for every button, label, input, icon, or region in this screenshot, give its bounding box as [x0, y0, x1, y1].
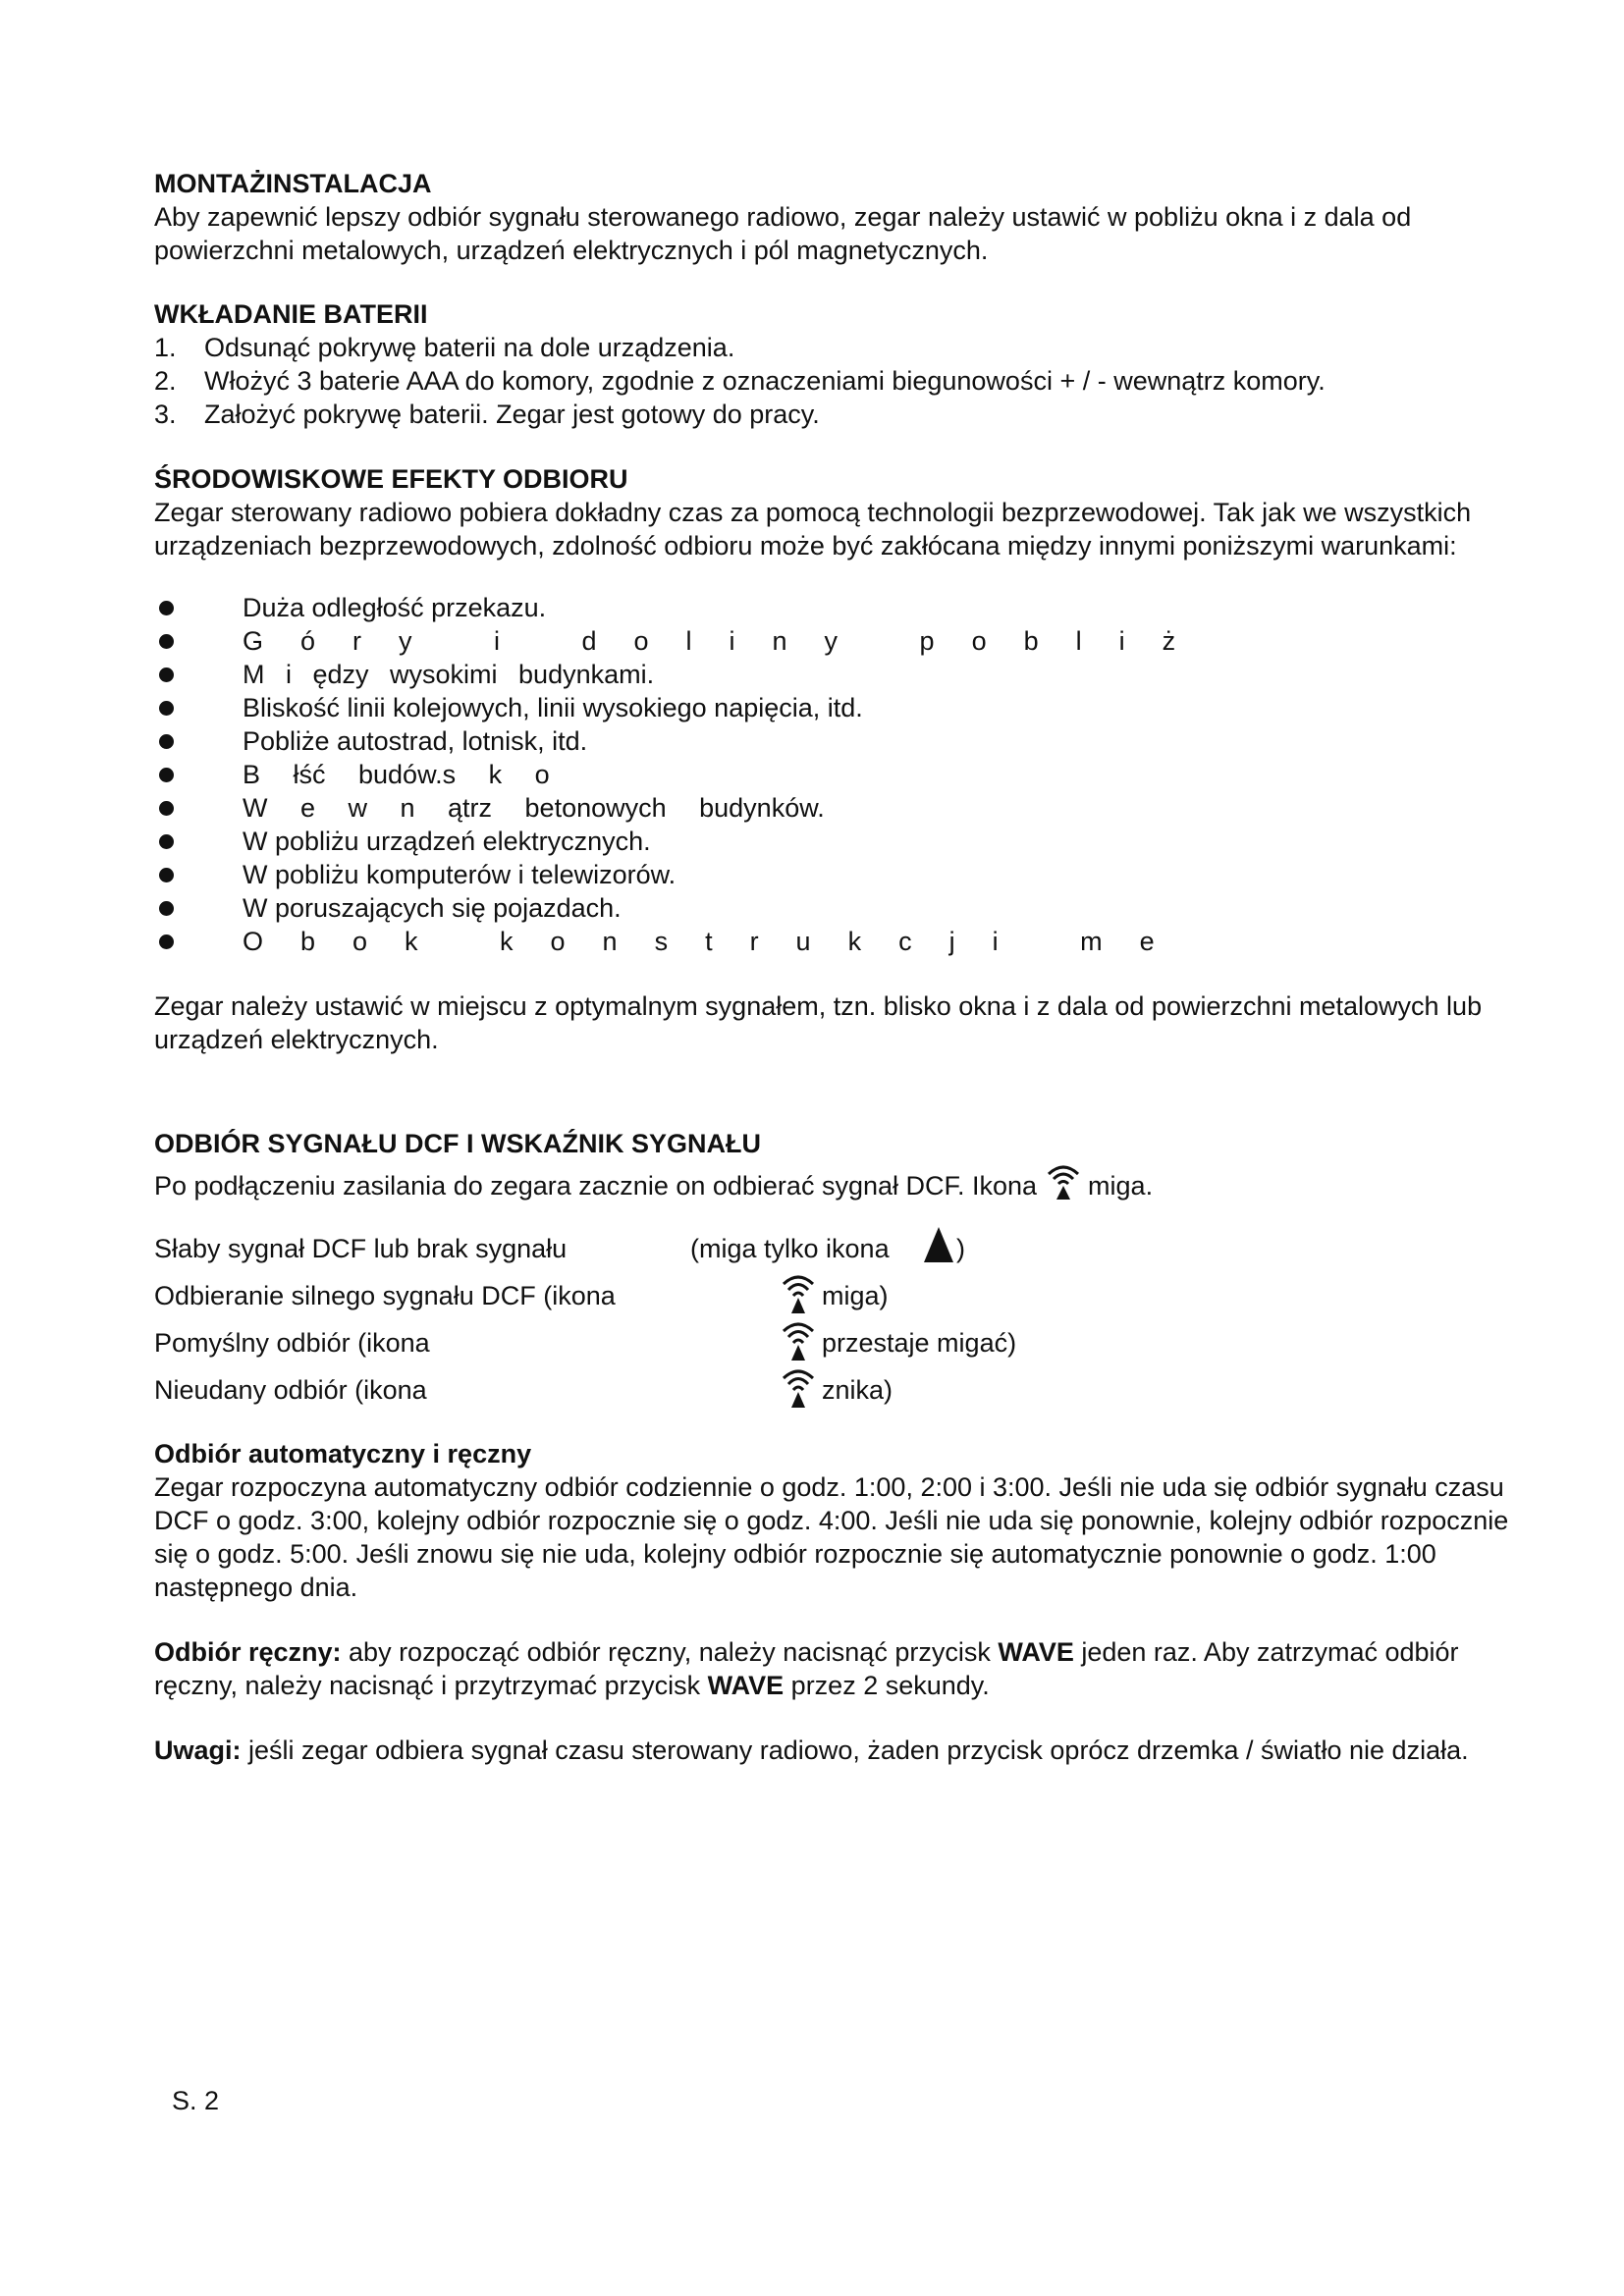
step-text: Założyć pokrywę baterii. Zegar jest gotowy do pracy.	[204, 400, 820, 429]
list-item	[154, 398, 1529, 431]
bullet-dot	[159, 667, 174, 682]
list-item: W e w n ątrz betonowych budynków.	[154, 791, 1529, 825]
section-title: WKŁADANIE BATERII	[154, 299, 428, 329]
radio-signal-icon	[780, 1319, 817, 1370]
section-title: ODBIÓR SYGNAŁU DCF I WSKAŹNIK SYGNAŁU	[154, 1129, 761, 1158]
step-number: 1.	[154, 333, 177, 362]
bullet-dot	[159, 801, 174, 816]
step-number: 2.	[154, 366, 177, 396]
page-number: S. 2	[172, 2086, 220, 2115]
bullet-dot	[159, 768, 174, 782]
dcf-intro: Po podłączeniu zasilania do zegara zacznie on odbierać sygnał DCF. Ikona miga.	[154, 1166, 1529, 1205]
section-text: Aby zapewnić lepszy odbiór sygnału sterowanego radiowo, zegar należy ustawić w pobliżu okna i z dala od powierzchni metalowych, urządzeń elektrycznych i pól magnetycznych.	[154, 202, 1412, 265]
signal-row-success: Pomyślny odbiór (ikona przestaje migać)	[154, 1319, 1529, 1366]
section-title: Odbiór automatyczny i ręczny	[154, 1439, 532, 1468]
signal-row-failed: Nieudany odbiór (ikona znika)	[154, 1366, 1529, 1414]
bullet-dot	[159, 701, 174, 716]
list-item: Obok konstrukcji me	[154, 925, 1529, 958]
list-item: Duża odległość przekazu.	[154, 591, 1529, 624]
section-auto	[154, 1437, 1529, 1604]
bullet-dot	[159, 734, 174, 749]
radio-signal-icon	[780, 1272, 817, 1323]
list-item: Góry i doliny pobliż	[154, 624, 1529, 658]
bullet-dot	[159, 601, 174, 615]
list-item: Pobliże autostrad, lotnisk, itd.	[154, 724, 1529, 758]
manual-reception: Odbiór ręczny: aby rozpocząć odbiór ręczny, należy nacisnąć przycisk WAVE jeden raz. Aby zatrzymać odbiór ręczny, należy nacisnąć i przytrzymać przycisk WAVE przez 2 sekundy.	[154, 1637, 1459, 1700]
bullet-dot	[159, 634, 174, 649]
signal-row-strong: Odbieranie silnego sygnału DCF (ikona miga)	[154, 1272, 1529, 1319]
radio-signal-icon	[1045, 1162, 1082, 1209]
list-item	[154, 364, 1529, 398]
bullet-dot	[159, 934, 174, 949]
list-item: M i ędzy wysokimi budynkami.	[154, 658, 1529, 691]
document-page	[154, 167, 1529, 1767]
section-title: ŚRODOWISKOWE EFEKTY ODBIORU	[154, 464, 628, 494]
list-item: W pobliżu urządzeń elektrycznych.	[154, 825, 1529, 858]
section-dcf	[154, 1127, 1529, 1414]
bullet-dot	[159, 901, 174, 916]
list-item: Bliskość linii kolejowych, linii wysokiego napięcia, itd.	[154, 691, 1529, 724]
conditions-list	[154, 591, 1529, 958]
steps-list	[154, 331, 1529, 431]
section-srodowisko	[154, 462, 1529, 562]
list-item	[154, 331, 1529, 364]
step-text: Włożyć 3 baterie AAA do komory, zgodnie z oznaczeniami biegunowości + / - wewnątrz komory.	[204, 366, 1326, 396]
section-montaz	[154, 167, 1529, 267]
signal-row-weak: Słaby sygnał DCF lub brak sygnału (miga tylko ikona )	[154, 1225, 1529, 1272]
antenna-triangle-icon	[921, 1225, 956, 1272]
bullet-dot	[159, 834, 174, 849]
radio-signal-icon	[780, 1366, 817, 1417]
section-text: Zegar rozpoczyna automatyczny odbiór codziennie o godz. 1:00, 2:00 i 3:00. Jeśli nie uda się odbiór sygnału czasu DCF o godz. 3:00, kolejny odbiór rozpocznie się o godz. 4:00. Jeśli nie uda się ponownie, kolejny odbiór rozpocznie się o godz. 5:00. Jeśli znowu się nie uda, kolejny odbiór rozpocznie się automatycznie ponownie o godz. 1:00 następnego dnia.	[154, 1472, 1509, 1602]
placement-note: Zegar należy ustawić w miejscu z optymalnym sygnałem, tzn. blisko okna i z dala od powierzchni metalowych lub urządzeń elektrycznych.	[154, 991, 1483, 1054]
section-title: MONTAŻINSTALACJA	[154, 169, 432, 198]
section-text: Zegar sterowany radiowo pobiera dokładny czas za pomocą technologii bezprzewodowej. Tak jak we wszystkich urządzeniach bezprzewodowych, zdolność odbioru może być zakłócana między innymi poniższymi warunkami:	[154, 498, 1472, 561]
notes: Uwagi: jeśli zegar odbiera sygnał czasu sterowany radiowo, żaden przycisk oprócz drzemka / światło nie działa.	[154, 1735, 1469, 1765]
step-text: Odsunąć pokrywę baterii na dole urządzenia.	[204, 333, 735, 362]
bullet-dot	[159, 868, 174, 882]
list-item: W pobliżu komputerów i telewizorów.	[154, 858, 1529, 891]
list-item: W poruszających się pojazdach.	[154, 891, 1529, 925]
step-number: 3.	[154, 400, 177, 429]
list-item: B łść budów.s k o	[154, 758, 1529, 791]
section-baterie	[154, 297, 1529, 431]
